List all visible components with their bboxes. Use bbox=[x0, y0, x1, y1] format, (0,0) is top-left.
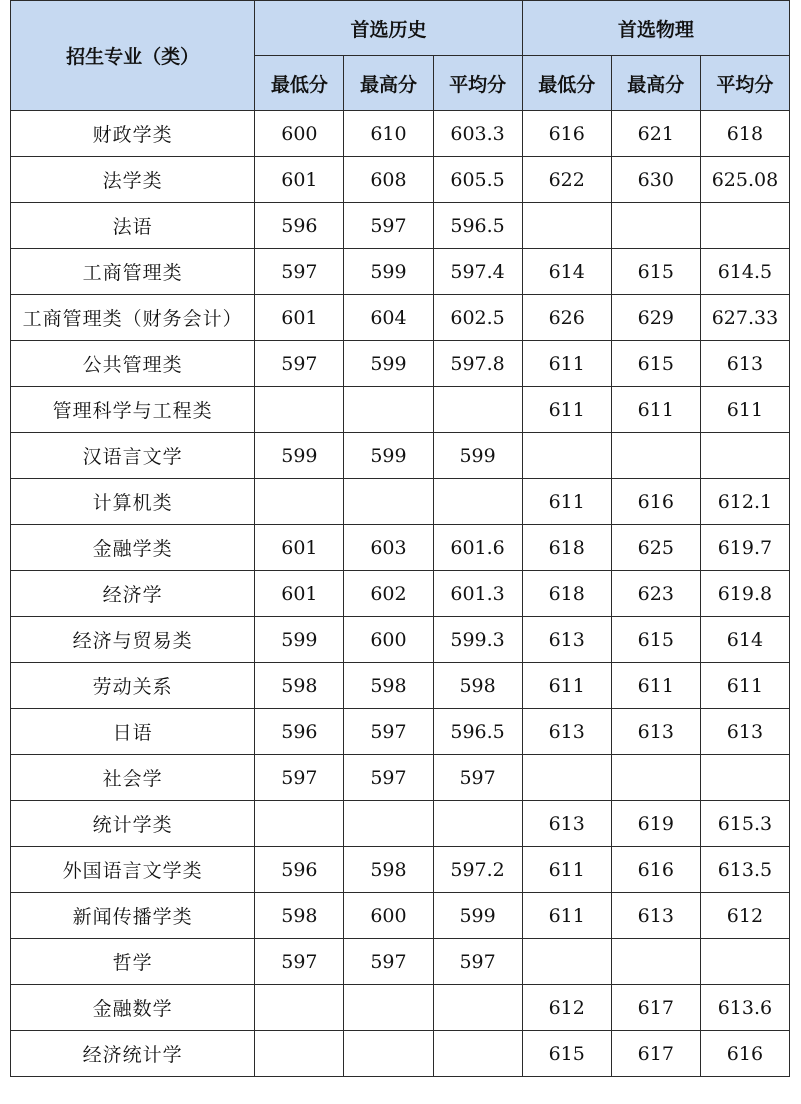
physics-min-cell: 613 bbox=[522, 617, 611, 663]
history-min-cell bbox=[255, 387, 344, 433]
major-cell: 计算机类 bbox=[11, 479, 255, 525]
history-min-cell: 599 bbox=[255, 433, 344, 479]
history-min-cell: 600 bbox=[255, 111, 344, 157]
physics-min-cell: 611 bbox=[522, 663, 611, 709]
physics-avg-cell bbox=[700, 939, 789, 985]
table-row bbox=[11, 203, 790, 249]
physics-min-cell bbox=[522, 203, 611, 249]
history-max-cell: 610 bbox=[344, 111, 433, 157]
history-min-cell: 601 bbox=[255, 295, 344, 341]
table-row bbox=[11, 111, 790, 157]
history-max-cell: 600 bbox=[344, 893, 433, 939]
major-cell: 劳动关系 bbox=[11, 663, 255, 709]
physics-avg-cell: 625.08 bbox=[700, 157, 789, 203]
physics-avg-cell: 615.3 bbox=[700, 801, 789, 847]
major-cell: 外国语言文学类 bbox=[11, 847, 255, 893]
physics-min-cell: 613 bbox=[522, 801, 611, 847]
history-min-cell: 599 bbox=[255, 617, 344, 663]
major-cell: 金融数学 bbox=[11, 985, 255, 1031]
major-cell: 工商管理类（财务会计） bbox=[11, 295, 255, 341]
physics-avg-cell bbox=[700, 433, 789, 479]
physics-min-cell: 611 bbox=[522, 893, 611, 939]
physics-avg-cell bbox=[700, 203, 789, 249]
physics-avg-cell: 613.6 bbox=[700, 985, 789, 1031]
table-row bbox=[11, 893, 790, 939]
physics-min-cell: 614 bbox=[522, 249, 611, 295]
history-avg-cell: 605.5 bbox=[433, 157, 522, 203]
history-min-cell bbox=[255, 801, 344, 847]
major-cell: 法学类 bbox=[11, 157, 255, 203]
physics-avg-cell: 611 bbox=[700, 387, 789, 433]
history-min-cell: 596 bbox=[255, 709, 344, 755]
table-row bbox=[11, 479, 790, 525]
table-row bbox=[11, 1031, 790, 1077]
history-max-cell: 602 bbox=[344, 571, 433, 617]
table-row bbox=[11, 755, 790, 801]
history-avg-cell bbox=[433, 479, 522, 525]
physics-avg-cell: 612.1 bbox=[700, 479, 789, 525]
history-avg-cell: 599 bbox=[433, 433, 522, 479]
table-row bbox=[11, 617, 790, 663]
physics-min-cell: 618 bbox=[522, 525, 611, 571]
physics-min-cell: 622 bbox=[522, 157, 611, 203]
physics-max-cell: 617 bbox=[611, 985, 700, 1031]
major-cell: 财政学类 bbox=[11, 111, 255, 157]
major-cell: 管理科学与工程类 bbox=[11, 387, 255, 433]
physics-min-header: 最低分 bbox=[522, 56, 611, 111]
major-cell: 经济学 bbox=[11, 571, 255, 617]
table-row bbox=[11, 157, 790, 203]
physics-avg-cell: 614.5 bbox=[700, 249, 789, 295]
physics-max-cell: 617 bbox=[611, 1031, 700, 1077]
history-max-cell: 599 bbox=[344, 249, 433, 295]
history-min-cell: 596 bbox=[255, 847, 344, 893]
history-max-cell bbox=[344, 1031, 433, 1077]
physics-max-cell: 616 bbox=[611, 479, 700, 525]
history-avg-cell: 597.8 bbox=[433, 341, 522, 387]
history-min-cell bbox=[255, 479, 344, 525]
admission-score-table bbox=[10, 0, 790, 1077]
history-min-cell: 597 bbox=[255, 939, 344, 985]
physics-group-header: 首选物理 bbox=[522, 1, 789, 56]
physics-max-cell: 630 bbox=[611, 157, 700, 203]
history-min-cell: 601 bbox=[255, 157, 344, 203]
history-min-header: 最低分 bbox=[255, 56, 344, 111]
table-row bbox=[11, 709, 790, 755]
history-min-cell bbox=[255, 1031, 344, 1077]
history-min-cell: 601 bbox=[255, 571, 344, 617]
major-cell: 金融学类 bbox=[11, 525, 255, 571]
history-max-cell: 597 bbox=[344, 709, 433, 755]
physics-avg-cell: 619.7 bbox=[700, 525, 789, 571]
physics-avg-cell bbox=[700, 755, 789, 801]
history-avg-cell: 597 bbox=[433, 755, 522, 801]
major-cell: 法语 bbox=[11, 203, 255, 249]
history-avg-cell: 597.4 bbox=[433, 249, 522, 295]
major-cell: 新闻传播学类 bbox=[11, 893, 255, 939]
history-avg-cell: 596.5 bbox=[433, 203, 522, 249]
history-max-cell bbox=[344, 479, 433, 525]
history-max-cell: 599 bbox=[344, 341, 433, 387]
table-row bbox=[11, 985, 790, 1031]
major-cell: 公共管理类 bbox=[11, 341, 255, 387]
history-min-cell: 597 bbox=[255, 755, 344, 801]
history-min-cell: 598 bbox=[255, 663, 344, 709]
history-avg-cell: 603.3 bbox=[433, 111, 522, 157]
physics-max-cell: 625 bbox=[611, 525, 700, 571]
history-min-cell: 597 bbox=[255, 341, 344, 387]
physics-avg-cell: 627.33 bbox=[700, 295, 789, 341]
major-column-header: 招生专业（类） bbox=[11, 1, 255, 111]
table-row bbox=[11, 801, 790, 847]
physics-min-cell bbox=[522, 939, 611, 985]
physics-max-cell: 611 bbox=[611, 663, 700, 709]
physics-max-cell bbox=[611, 939, 700, 985]
physics-max-cell: 613 bbox=[611, 709, 700, 755]
physics-max-cell: 615 bbox=[611, 341, 700, 387]
history-max-cell: 608 bbox=[344, 157, 433, 203]
history-max-header: 最高分 bbox=[344, 56, 433, 111]
history-avg-cell: 602.5 bbox=[433, 295, 522, 341]
physics-max-cell bbox=[611, 433, 700, 479]
major-cell: 工商管理类 bbox=[11, 249, 255, 295]
physics-max-cell: 615 bbox=[611, 249, 700, 295]
physics-avg-cell: 618 bbox=[700, 111, 789, 157]
table-row bbox=[11, 295, 790, 341]
major-cell: 统计学类 bbox=[11, 801, 255, 847]
history-avg-cell bbox=[433, 985, 522, 1031]
physics-max-cell: 611 bbox=[611, 387, 700, 433]
physics-min-cell: 611 bbox=[522, 387, 611, 433]
history-avg-cell bbox=[433, 1031, 522, 1077]
history-avg-cell: 597.2 bbox=[433, 847, 522, 893]
history-avg-cell: 596.5 bbox=[433, 709, 522, 755]
physics-avg-cell: 616 bbox=[700, 1031, 789, 1077]
major-cell: 经济与贸易类 bbox=[11, 617, 255, 663]
physics-avg-cell: 614 bbox=[700, 617, 789, 663]
physics-min-cell: 611 bbox=[522, 847, 611, 893]
major-cell: 哲学 bbox=[11, 939, 255, 985]
table-header bbox=[11, 1, 790, 111]
table-row bbox=[11, 663, 790, 709]
physics-max-cell: 623 bbox=[611, 571, 700, 617]
history-max-cell: 600 bbox=[344, 617, 433, 663]
physics-avg-header: 平均分 bbox=[700, 56, 789, 111]
history-min-cell: 597 bbox=[255, 249, 344, 295]
history-max-cell bbox=[344, 985, 433, 1031]
table-row bbox=[11, 847, 790, 893]
physics-min-cell: 626 bbox=[522, 295, 611, 341]
table-row bbox=[11, 571, 790, 617]
history-max-cell: 597 bbox=[344, 203, 433, 249]
physics-max-cell: 619 bbox=[611, 801, 700, 847]
history-max-cell: 603 bbox=[344, 525, 433, 571]
table-row bbox=[11, 249, 790, 295]
history-avg-cell: 597 bbox=[433, 939, 522, 985]
table-body bbox=[11, 111, 790, 1077]
history-avg-cell: 601.6 bbox=[433, 525, 522, 571]
physics-avg-cell: 613 bbox=[700, 709, 789, 755]
table-row bbox=[11, 433, 790, 479]
physics-max-cell: 629 bbox=[611, 295, 700, 341]
major-cell: 日语 bbox=[11, 709, 255, 755]
physics-avg-cell: 613.5 bbox=[700, 847, 789, 893]
physics-min-cell: 612 bbox=[522, 985, 611, 1031]
history-avg-cell bbox=[433, 801, 522, 847]
physics-avg-cell: 611 bbox=[700, 663, 789, 709]
physics-max-cell bbox=[611, 203, 700, 249]
physics-max-cell: 613 bbox=[611, 893, 700, 939]
history-max-cell: 597 bbox=[344, 939, 433, 985]
history-min-cell: 598 bbox=[255, 893, 344, 939]
table-row bbox=[11, 939, 790, 985]
physics-max-header: 最高分 bbox=[611, 56, 700, 111]
history-max-cell: 604 bbox=[344, 295, 433, 341]
table-row bbox=[11, 341, 790, 387]
history-avg-cell: 598 bbox=[433, 663, 522, 709]
history-avg-cell bbox=[433, 387, 522, 433]
history-avg-header: 平均分 bbox=[433, 56, 522, 111]
history-avg-cell: 599.3 bbox=[433, 617, 522, 663]
physics-max-cell bbox=[611, 755, 700, 801]
history-min-cell bbox=[255, 985, 344, 1031]
physics-max-cell: 621 bbox=[611, 111, 700, 157]
history-max-cell: 598 bbox=[344, 663, 433, 709]
physics-min-cell bbox=[522, 433, 611, 479]
major-cell: 经济统计学 bbox=[11, 1031, 255, 1077]
major-cell: 社会学 bbox=[11, 755, 255, 801]
history-max-cell bbox=[344, 387, 433, 433]
history-max-cell: 597 bbox=[344, 755, 433, 801]
history-max-cell bbox=[344, 801, 433, 847]
physics-min-cell: 613 bbox=[522, 709, 611, 755]
history-group-header: 首选历史 bbox=[255, 1, 522, 56]
physics-avg-cell: 613 bbox=[700, 341, 789, 387]
table-row bbox=[11, 387, 790, 433]
physics-min-cell: 611 bbox=[522, 479, 611, 525]
major-cell: 汉语言文学 bbox=[11, 433, 255, 479]
physics-avg-cell: 619.8 bbox=[700, 571, 789, 617]
physics-min-cell: 616 bbox=[522, 111, 611, 157]
history-min-cell: 601 bbox=[255, 525, 344, 571]
table-row bbox=[11, 525, 790, 571]
history-min-cell: 596 bbox=[255, 203, 344, 249]
history-max-cell: 598 bbox=[344, 847, 433, 893]
physics-max-cell: 615 bbox=[611, 617, 700, 663]
physics-max-cell: 616 bbox=[611, 847, 700, 893]
physics-min-cell: 611 bbox=[522, 341, 611, 387]
physics-avg-cell: 612 bbox=[700, 893, 789, 939]
history-max-cell: 599 bbox=[344, 433, 433, 479]
physics-min-cell: 615 bbox=[522, 1031, 611, 1077]
physics-min-cell bbox=[522, 755, 611, 801]
history-avg-cell: 601.3 bbox=[433, 571, 522, 617]
history-avg-cell: 599 bbox=[433, 893, 522, 939]
physics-min-cell: 618 bbox=[522, 571, 611, 617]
